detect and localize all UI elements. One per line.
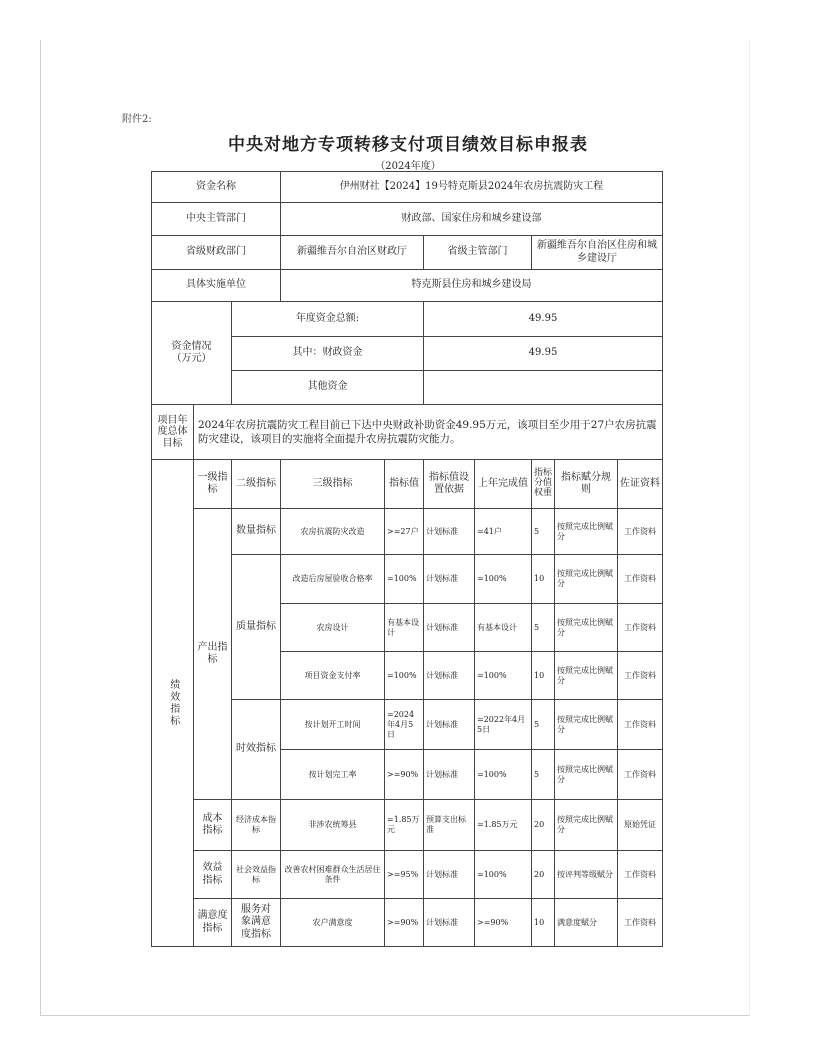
indicator-rule: 按照完成比例赋分	[555, 800, 618, 851]
level1-output: 产出指标	[194, 509, 232, 800]
header-level2: 二级指标	[232, 460, 281, 509]
central-dept-label: 中央主管部门	[152, 203, 281, 236]
indicator-rule: 按照完成比例赋分	[555, 555, 618, 604]
attachment-label: 附件2:	[122, 114, 152, 125]
table-row	[152, 851, 663, 899]
funds-total-value: 49.95	[424, 302, 663, 337]
indicator-value: >=95%	[385, 851, 424, 899]
level2-service-satisfaction: 服务对象满意度指标	[232, 899, 281, 947]
header-level3: 三级指标	[281, 460, 385, 509]
funds-total-label: 年度资金总额:	[232, 302, 424, 337]
indicator-basis: 计划标准	[424, 750, 475, 800]
funds-label: 资金情况 （万元）	[152, 302, 232, 405]
header-evidence: 佐证资料	[618, 460, 663, 509]
indicator-rule: 按照完成比例赋分	[555, 700, 618, 750]
funds-fiscal-value: 49.95	[424, 337, 663, 371]
level1-cost: 成本指标	[194, 800, 232, 851]
indicator-weight: 5	[532, 509, 555, 555]
indicator-weight: 10	[532, 555, 555, 604]
indicator-weight: 10	[532, 652, 555, 700]
year-label: （2024年度）	[375, 161, 441, 172]
indicator-value: =1.85万元	[385, 800, 424, 851]
indicator-weight: 10	[532, 899, 555, 947]
level2-quantity: 数量指标	[232, 509, 281, 555]
indicator-last: =1.85万元	[475, 800, 532, 851]
indicator-last: =2022年4月5日	[475, 700, 532, 750]
indicator-weight: 5	[532, 700, 555, 750]
indicator-name: 农房设计	[281, 604, 385, 652]
indicator-rule: 按照完成比例赋分	[555, 652, 618, 700]
header-rule: 指标赋分规则	[555, 460, 618, 509]
indicator-name: 按计划完工率	[281, 750, 385, 800]
indicator-evidence: 原始凭证	[618, 800, 663, 851]
funds-fiscal-label: 其中：财政资金	[232, 337, 424, 371]
indicator-name: 改善农村困难群众生活居住条件	[281, 851, 385, 899]
indicator-evidence: 工作资料	[618, 700, 663, 750]
indicator-value: =100%	[385, 555, 424, 604]
header-last: 上年完成值	[475, 460, 532, 509]
funds-other-value	[424, 371, 663, 405]
table-row	[152, 899, 663, 947]
indicator-last: =100%	[475, 750, 532, 800]
level2-timeliness: 时效指标	[232, 700, 281, 800]
indicator-weight: 20	[532, 851, 555, 899]
impl-unit-label: 具体实施单位	[152, 270, 281, 302]
indicator-weight: 5	[532, 750, 555, 800]
funds-other-label: 其他资金	[232, 371, 424, 405]
indicator-value: =100%	[385, 652, 424, 700]
perf-section-label: 绩效指标	[152, 460, 194, 947]
indicator-basis: 计划标准	[424, 851, 475, 899]
indicator-basis: 计划标准	[424, 700, 475, 750]
indicator-rule: 按照完成比例赋分	[555, 750, 618, 800]
indicator-basis: 计划标准	[424, 604, 475, 652]
header-weight: 指标分值权重	[532, 460, 555, 509]
goal-text: 2024年农房抗震防灾工程目前已下达中央财政补助资金49.95万元，该项目至少用于27户农房抗震防灾建设，该项目的实施将全面提升农房抗震防灾能力。	[194, 405, 663, 460]
indicator-name: 农房抗震防灾改造	[281, 509, 385, 555]
indicator-last: >=90%	[475, 899, 532, 947]
prov-dept-label: 省级主管部门	[424, 236, 532, 270]
indicator-weight: 5	[532, 604, 555, 652]
indicator-basis: 计划标准	[424, 555, 475, 604]
prov-dept-value: 新疆维吾尔自治区住房和城乡建设厅	[532, 236, 663, 270]
indicator-last: =100%	[475, 652, 532, 700]
indicator-evidence: 工作资料	[618, 750, 663, 800]
indicator-value: >=90%	[385, 899, 424, 947]
indicator-rule: 按照完成比例赋分	[555, 509, 618, 555]
indicator-value: 有基本设计	[385, 604, 424, 652]
indicator-evidence: 工作资料	[618, 652, 663, 700]
indicator-evidence: 工作资料	[618, 851, 663, 899]
table-row	[152, 800, 663, 851]
indicator-value: >=27户	[385, 509, 424, 555]
level2-quality: 质量指标	[232, 555, 281, 700]
indicator-name: 农户满意度	[281, 899, 385, 947]
header-basis: 指标值设置依据	[424, 460, 475, 509]
indicator-basis: 预算支出标准	[424, 800, 475, 851]
indicator-name: 项目资金支付率	[281, 652, 385, 700]
indicator-basis: 计划标准	[424, 652, 475, 700]
indicator-basis: 计划标准	[424, 509, 475, 555]
page-title: 中央对地方专项转移支付项目绩效目标申报表	[228, 135, 588, 155]
prov-finance-label: 省级财政部门	[152, 236, 281, 270]
header-value: 指标值	[385, 460, 424, 509]
indicator-name: 按计划开工时间	[281, 700, 385, 750]
fund-name-label: 资金名称	[152, 172, 281, 203]
header-level1: 一级指标	[194, 460, 232, 509]
indicator-evidence: 工作资料	[618, 604, 663, 652]
indicator-evidence: 工作资料	[618, 509, 663, 555]
table-row	[152, 509, 663, 555]
indicator-value: =2024年4月5日	[385, 700, 424, 750]
indicator-evidence: 工作资料	[618, 899, 663, 947]
goal-label: 项目年度总体目标	[152, 405, 194, 460]
indicator-weight: 20	[532, 800, 555, 851]
indicator-evidence: 工作资料	[618, 555, 663, 604]
central-dept-value: 财政部、国家住房和城乡建设部	[281, 203, 663, 236]
indicator-last: =100%	[475, 555, 532, 604]
level2-economic-cost: 经济成本指标	[232, 800, 281, 851]
indicator-name: 非涉农统筹县	[281, 800, 385, 851]
indicator-last: =100%	[475, 851, 532, 899]
fund-name-value: 伊州财社【2024】19号特克斯县2024年农房抗震防灾工程	[281, 172, 663, 203]
indicator-rule: 满意度赋分	[555, 899, 618, 947]
indicator-last: =41户	[475, 509, 532, 555]
prov-finance-value: 新疆维吾尔自治区财政厅	[281, 236, 424, 270]
impl-unit-value: 特克斯县住房和城乡建设局	[281, 270, 663, 302]
level2-social-benefit: 社会效益指标	[232, 851, 281, 899]
indicator-value: >=90%	[385, 750, 424, 800]
indicator-rule: 按评判等级赋分	[555, 851, 618, 899]
indicator-rule: 按照完成比例赋分	[555, 604, 618, 652]
indicator-name: 改造后房屋验收合格率	[281, 555, 385, 604]
level1-satisfaction: 满意度指标	[194, 899, 232, 947]
level1-benefit: 效益指标	[194, 851, 232, 899]
performance-table	[151, 171, 663, 947]
indicator-last: 有基本设计	[475, 604, 532, 652]
indicator-basis: 计划标准	[424, 899, 475, 947]
